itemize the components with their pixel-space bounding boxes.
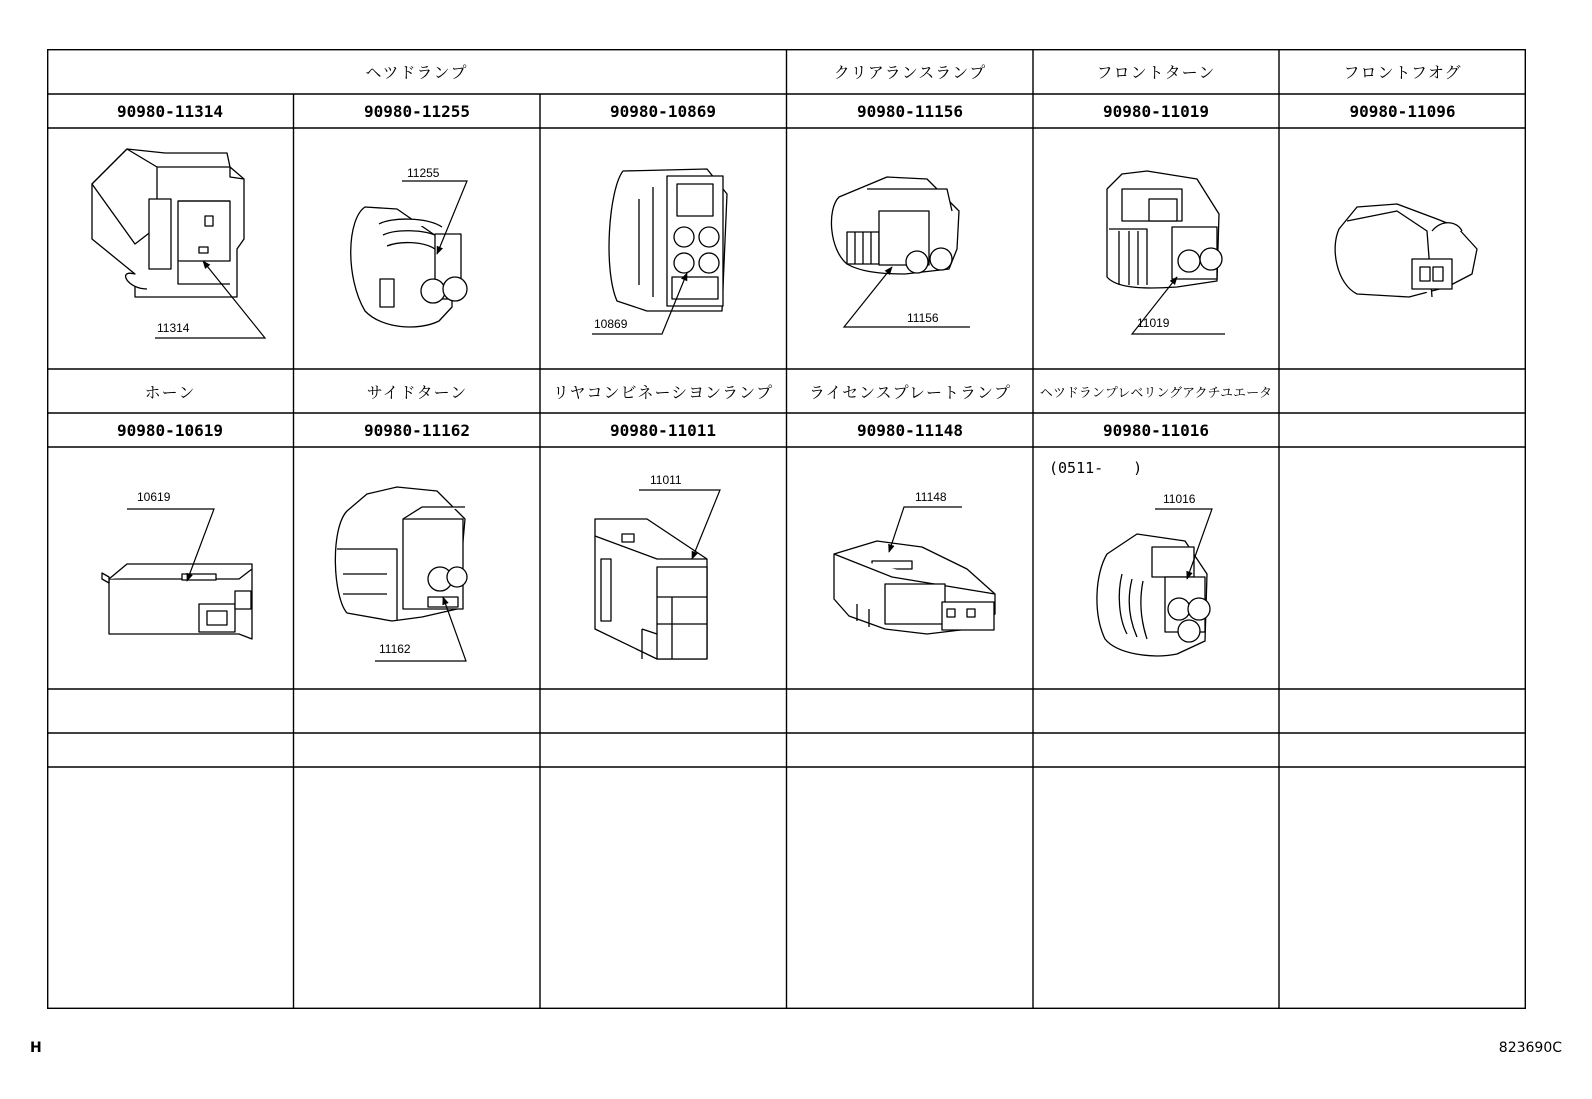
footer-left-mark: H: [30, 1040, 42, 1056]
part-number-11314: 90980-11314: [117, 101, 223, 121]
header-side-turn: サイドターン: [366, 382, 468, 402]
part-number-10869: 90980-10869: [610, 101, 716, 121]
connector-11162-drawing: [335, 487, 467, 621]
connector-chart: [47, 49, 1526, 1009]
part-number-11016: 90980-11016: [1103, 420, 1209, 440]
callout-11162: 11162: [379, 642, 411, 656]
header-clearance-lamp: クリアランスランプ: [833, 63, 987, 82]
connector-drawings: [47, 49, 1526, 1009]
part-number-11255: 90980-11255: [364, 101, 470, 121]
header-license-plate-lamp: ライセンスプレートランプ: [809, 382, 1011, 402]
connector-11148-drawing: [834, 541, 995, 634]
part-number-11019: 90980-11019: [1103, 101, 1209, 121]
part-number-11096: 90980-11096: [1349, 101, 1456, 121]
header-front-turn: フロントターン: [1096, 63, 1216, 82]
header-horn: ホーン: [144, 382, 196, 402]
callout-11016: 11016: [1163, 492, 1196, 506]
connector-11314-drawing: [92, 149, 244, 297]
connector-11156-drawing: [831, 177, 959, 274]
callout-11156: 11156: [907, 311, 939, 325]
connector-10619-drawing: [102, 564, 252, 639]
connector-11011-drawing: [595, 519, 707, 659]
header-headlamp-leveling-actuator: ヘツドランプレベリングアクチユエータ: [1039, 385, 1273, 401]
callout-10619: 10619: [137, 490, 171, 504]
callout-10869: 10869: [594, 317, 628, 331]
header-headlamp: ヘツドランプ: [365, 63, 468, 82]
connector-11016-drawing: [1097, 534, 1210, 656]
callout-11011: 11011: [650, 473, 682, 487]
connector-11019-drawing: [1107, 171, 1222, 288]
part-number-10619: 90980-10619: [117, 420, 223, 440]
date-range-note: (0511- ): [1049, 459, 1143, 477]
connector-11096-drawing: [1335, 204, 1477, 297]
part-number-11011: 90980-11011: [610, 420, 716, 440]
header-rear-combination-lamp: リヤコンビネーシヨンランプ: [552, 382, 774, 402]
header-front-fog: フロントフオグ: [1343, 63, 1462, 82]
connector-10869-drawing: [609, 169, 727, 311]
callout-11019: 11019: [1137, 316, 1170, 330]
callout-11314: 11314: [157, 321, 190, 335]
part-number-11162: 90980-11162: [364, 420, 470, 440]
callout-11255: 11255: [407, 166, 440, 180]
footer-drawing-code: 823690C: [1498, 1040, 1562, 1056]
part-number-11148: 90980-11148: [857, 420, 963, 440]
part-number-11156: 90980-11156: [857, 101, 963, 121]
callout-11148: 11148: [915, 490, 947, 504]
